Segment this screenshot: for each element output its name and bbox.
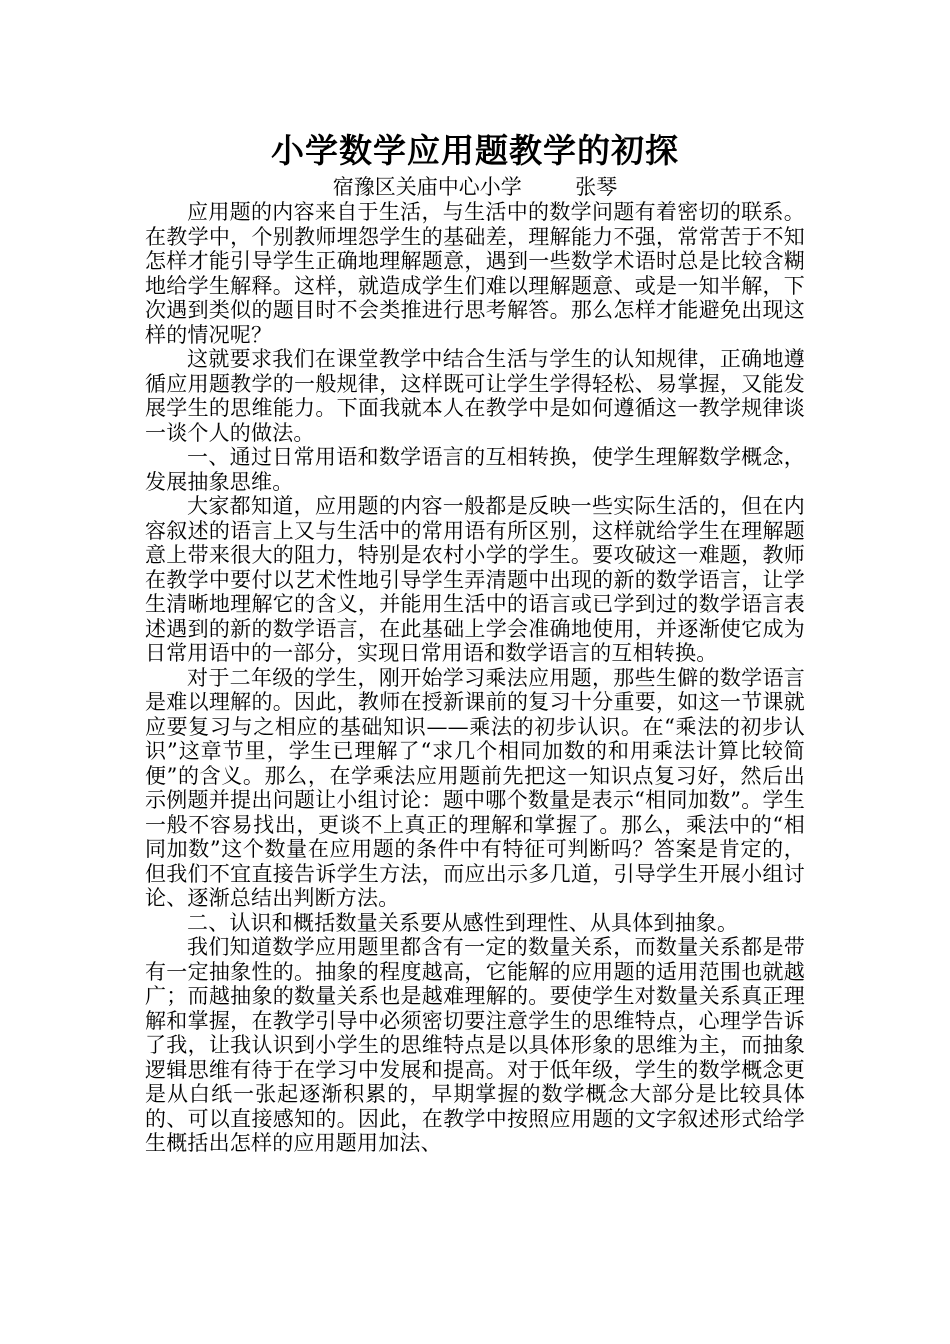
document-title: 小学数学应用题教学的初探: [271, 131, 679, 170]
section-heading-1: 一、通过日常用语和数学语言的互相转换，使学生理解数学概念，发展抽象思维。: [145, 445, 805, 494]
paragraph-requirement: 这就要求我们在课堂教学中结合生活与学生的认知规律，正确地遵循应用题教学的一般规律，这样既可让学生学得轻松、易掌握，又能发展学生的思维能力。下面我就本人在教学中是如何遵循这一教学规律谈一谈个人的做法。: [145, 347, 805, 445]
paragraph-section-2-body: 我们知道数学应用题里都含有一定的数量关系，而数量关系都是带有一定抽象性的。抽象的程度越高，它能解的应用题的适用范围也就越广；而越抽象的数量关系也是越难理解的。要使学生对数量关系真正理解和掌握，在教学引导中必须密切要注意学生的思维特点，心理学告诉了我，让我认识到小学生的思维特点是以具体形象的思维为主，而抽象逻辑思维有待于在学习中发展和提高。对于低年级，学生的数学概念更是从白纸一张起逐渐积累的，早期掌握的数学概念大部分是比较具体的、可以直接感知的。因此，在教学中按照应用题的文字叙述形式给学生概括出怎样的应用题用加法、: [145, 935, 805, 1155]
author-byline: 宿豫区关庙中心小学 张琴: [332, 175, 618, 199]
paragraph-section-1-example: 对于二年级的学生，刚开始学习乘法应用题，那些生僻的数学语言是难以理解的。因此，教师在授新课前的复习十分重要，如这一节课就应要复习与之相应的基础知识——乘法的初步认识。在“乘法的初步认识”这章节里，学生已理解了“求几个相同加数的和用乘法计算比较简便”的含义。那么，在学乘法应用题前先把这一知识点复习好，然后出示例题并提出问题让小组讨论：题中哪个数量是表示“相同加数”。学生一般不容易找出，更谈不上真正的理解和掌握了。那么，乘法中的“相同加数”这个数量在应用题的条件中有特征可判断吗？答案是肯定的，但我们不宜直接告诉学生方法，而应出示多几道，引导学生开展小组讨论、逐渐总结出判断方法。: [145, 665, 805, 910]
document-page: [145, 128, 805, 1156]
paragraph-section-1-body: 大家都知道，应用题的内容一般都是反映一些实际生活的，但在内容叙述的语言上又与生活中的常用语有所区别，这样就给学生在理解题意上带来很大的阻力，特别是农村小学的学生。要攻破这一难题，教师在教学中要付以艺术性地引导学生弄清题中出现的新的数学语言，让学生清晰地理解它的含义，并能用生活中的语言或已学到过的数学语言表述遇到的新的数学语言，在此基础上学会准确地使用，并逐渐使它成为日常用语中的一部分，实现日常用语和数学语言的互相转换。: [145, 494, 805, 665]
section-heading-2: 二、认识和概括数量关系要从感性到理性、从具体到抽象。: [187, 910, 739, 935]
paragraph-intro: 应用题的内容来自于生活，与生活中的数学问题有着密切的联系。在教学中，个别教师埋怨学生的基础差，理解能力不强，常常苦于不知怎样才能引导学生正确地理解题意，遇到一些数学术语时总是比较含糊地给学生解释。这样，就造成学生们难以理解题意、或是一知半解，下次遇到类似的题目时不会类推进行思考解答。那么怎样才能避免出现这样的情况呢？: [145, 200, 805, 347]
